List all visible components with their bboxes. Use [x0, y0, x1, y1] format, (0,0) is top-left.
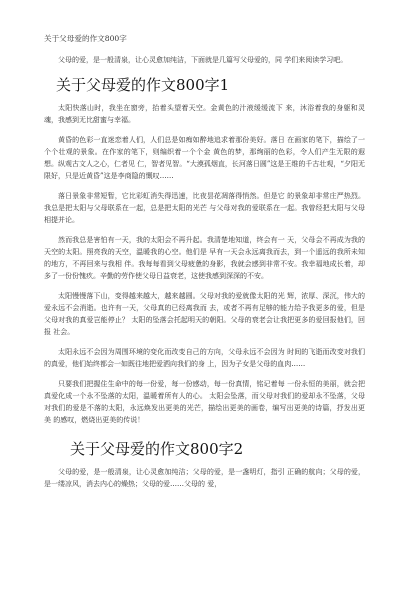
section2-heading: 关于父母爱的作文800字2 — [70, 440, 244, 458]
intro-paragraph: 父母的爱，是一般清泉，让心灵愈加纯洁，下面就是几篇写父母爱的，同 学们来阅读学习吧。 — [58, 56, 348, 64]
section1-paragraph-3: 落日景象非常短暂，它比彩虹消失得迅速，比夜昙花凋落得悄然。但是它 的景象却非常庄严热烈。我总是把太阳与父母联系在一起，总是把太阳的光芒 与父母对我的爱联系在一起。我曾经把太阳与父母相提并论。 — [44, 192, 365, 224]
document-title: 关于父母爱的作文800字 — [44, 34, 127, 43]
section2-paragraph-1: 父母的爱，是一般清泉，让心灵愈加纯洁；父母的爱，是一盏明灯，指引 正确的航向；父母的爱，是一缕凉风，消去内心的燥热；父母的爱……父母的 爱， — [44, 468, 365, 488]
section1-heading: 关于父母爱的作文800字1 — [56, 76, 230, 94]
section1-paragraph-4: 然而我总是害怕有一天，我的太阳会不再升起。我清楚地知道，终会有一 天，父母会不再成为我的天空的太阳。照亮我的天空，温暖我的心空。他们是 早有一天会永远离我而去，到一个遥远的我所未知的地方，不再回来与我相 伴。我每每看到父母疲惫的身影，我就会感到非常不安。我幸福地成长着，却 多了一份份愧疚。辛勤的劳作使父母日益衰老，这使我感到深深的不安。 — [44, 236, 365, 280]
section1-paragraph-1: 太阳快落山时，我坐在窗旁，抬着头望着天空。金黄色的汁液缓缓流下 来，沐浴着我的身躯和灵魂，我感到无比甜蜜与幸福。 — [44, 104, 365, 124]
section1-paragraph-5: 太阳慢慢落下山，变得越来越大，越来越圆。父母对我的爱就像太阳的光 辉，浓厚、深沉，伟大的爱永远不会消逝。也许有一天，父母真的已经离我而 去，或者不再有足够的能力给予我更多的爱，但是父母对我的真爱岂能停止？ 太阳的坠落会托起明天的朝阳。父母的衰老会让我把更多的爱回报他们，回报 社会。 — [44, 292, 365, 336]
section1-paragraph-6: 太阳永远不会因为周围环境的变化而改变自己的方向，父母永远不会因为 时间的飞逝而改变对我们的真爱，他们始终都会一如既往地把爱洒向我们的身 上，因为子女是父母的血肉…… — [44, 348, 365, 368]
section1-paragraph-2: 黄昏的色彩一直迷恋着人们，人们总是如痴如醉地追求着那份美好。落日 在画家的笔下，描绘了一个个壮观的景象。在作家的笔下，则编织着一个个金 黄色的梦，那绚丽的色彩，令人们产生无限的遐想。纵观古文人之心，仁者见 仁，智者见智。“大漠孤烟直，长河落日圆”这是王维的千古壮观，“夕阳无 限好，只是近黄昏”这是李商隐的慨叹…… — [44, 136, 365, 180]
section1-paragraph-7: 只要我们把握住生命中的每一份爱，每一份感动，每一份真情，铭记着每 一份永恒的美丽，就会把真爱化成一个永不坠落的太阳，温暖着所有人的心。 太阳会坠落，而父母对我们的爱却永不坠落，父母对我们的爱是不落的太阳，永远焕发出更美的光芒，描绘出更美的画卷，编写出更美的诗篇，抒发出更美 的感叹，燃烧出更美的传说！ — [44, 380, 365, 424]
